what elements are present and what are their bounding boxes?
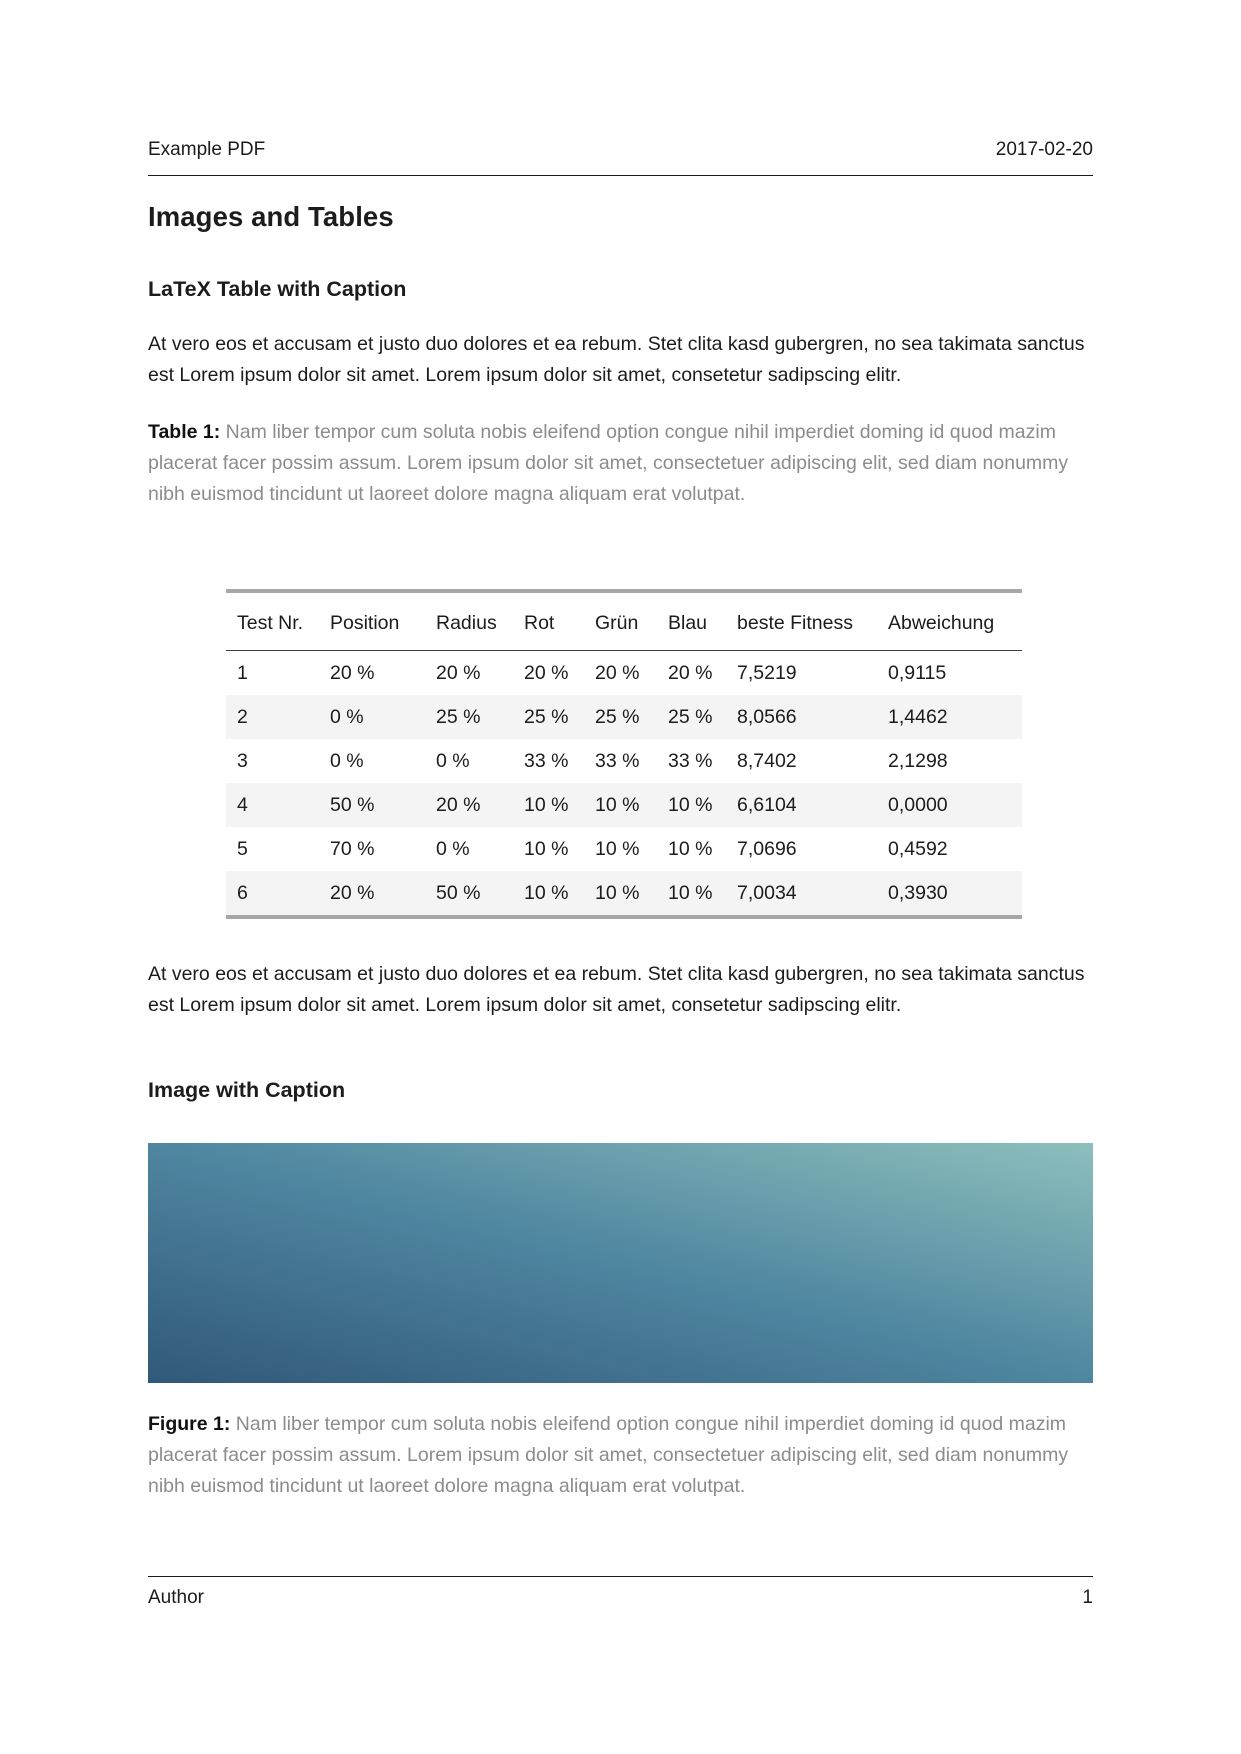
table-caption bbox=[148, 417, 1093, 510]
table-cell: 0 % bbox=[436, 750, 470, 772]
table-cell: 10 % bbox=[524, 794, 569, 816]
table-cell: 10 % bbox=[668, 838, 713, 860]
table-cell: 6,6104 bbox=[737, 794, 797, 816]
table-cell: 25 % bbox=[524, 706, 569, 728]
column-header: Radius bbox=[425, 591, 513, 651]
table-header-row bbox=[226, 591, 1022, 651]
table-row bbox=[226, 651, 1022, 696]
table-cell: 10 % bbox=[524, 882, 569, 904]
column-header: Grün bbox=[584, 591, 657, 651]
table-cell: 25 % bbox=[668, 706, 713, 728]
results-table-body bbox=[226, 651, 1022, 918]
paragraph-after-table: At vero eos et accusam et justo duo dolores et ea rebum. Stet clita kasd gubergren, no sea takimata sanctus est Lorem ipsum dolor sit amet. Lorem ipsum dolor sit amet, consetetur sadipscing elitr. bbox=[148, 963, 1085, 1016]
column-header: Position bbox=[319, 591, 425, 651]
section-heading-image: Image with Caption bbox=[148, 1078, 346, 1102]
table-cell: 10 % bbox=[668, 794, 713, 816]
running-header bbox=[148, 138, 1093, 162]
section-heading-latex-table: LaTeX Table with Caption bbox=[148, 277, 407, 301]
table-cell: 10 % bbox=[595, 794, 640, 816]
table-cell: 0,4592 bbox=[888, 838, 948, 860]
table-cell: 33 % bbox=[668, 750, 713, 772]
table-cell: 0 % bbox=[436, 838, 470, 860]
column-header: Rot bbox=[513, 591, 584, 651]
header-rule bbox=[148, 175, 1093, 176]
table-cell: 50 % bbox=[436, 882, 481, 904]
results-table bbox=[226, 589, 1022, 919]
footer-rule bbox=[148, 1576, 1093, 1577]
table-cell: 10 % bbox=[668, 882, 713, 904]
table-cell: 7,0696 bbox=[737, 838, 797, 860]
table-cell: 7,0034 bbox=[737, 882, 797, 904]
figure-caption-label: Figure 1: bbox=[148, 1413, 231, 1435]
column-header: Test Nr. bbox=[226, 591, 319, 651]
table-cell: 3 bbox=[237, 750, 248, 772]
figure-caption-text: Nam liber tempor cum soluta nobis eleifend option congue nihil imperdiet doming id quod mazim placerat facer possim assum. Lorem ipsum dolor sit amet, consectetuer adipiscing elit, sed diam nonummy nibh euismod tincidunt ut laoreet dolore magna aliquam erat volutpat. bbox=[148, 1413, 1069, 1497]
table-cell: 50 % bbox=[330, 794, 375, 816]
table-cell: 0 % bbox=[330, 706, 364, 728]
table-cell: 20 % bbox=[524, 662, 569, 684]
table-row bbox=[226, 871, 1022, 917]
results-table-header bbox=[226, 591, 1022, 651]
table-cell: 8,7402 bbox=[737, 750, 797, 772]
header-date: 2017-02-20 bbox=[995, 139, 1093, 160]
table-cell: 70 % bbox=[330, 838, 375, 860]
figure-gradient-image bbox=[148, 1143, 1093, 1383]
table-caption-label: Table 1: bbox=[148, 421, 221, 443]
table-row bbox=[226, 695, 1022, 739]
column-header: beste Fitness bbox=[726, 591, 877, 651]
table-row bbox=[226, 739, 1022, 783]
page-title: Images and Tables bbox=[148, 201, 394, 232]
table-cell: 10 % bbox=[595, 838, 640, 860]
column-header: Abweichung bbox=[877, 591, 1022, 651]
table-caption-text: Nam liber tempor cum soluta nobis eleifend option congue nihil imperdiet doming id quod mazim placerat facer possim assum. Lorem ipsum dolor sit amet, consectetuer adipiscing elit, sed diam nonummy nibh euismod tincidunt ut laoreet dolore magna aliquam erat volutpat. bbox=[148, 421, 1069, 505]
table-cell: 6 bbox=[237, 882, 248, 904]
figure-caption bbox=[148, 1409, 1093, 1502]
table-cell: 33 % bbox=[595, 750, 640, 772]
table-row bbox=[226, 827, 1022, 871]
table-cell: 2,1298 bbox=[888, 750, 948, 772]
table-cell: 5 bbox=[237, 838, 248, 860]
table-cell: 20 % bbox=[436, 662, 481, 684]
table-cell: 33 % bbox=[524, 750, 569, 772]
table-cell: 1,4462 bbox=[888, 706, 948, 728]
footer-page-number: 1 bbox=[1082, 1587, 1093, 1608]
table-cell: 0,9115 bbox=[888, 662, 947, 684]
footer-author: Author bbox=[148, 1587, 204, 1608]
table-cell: 20 % bbox=[668, 662, 713, 684]
running-footer bbox=[148, 1576, 1093, 1610]
header-document-title: Example PDF bbox=[148, 139, 266, 160]
table-cell: 20 % bbox=[436, 794, 481, 816]
table-cell: 7,5219 bbox=[737, 662, 797, 684]
table-cell: 0 % bbox=[330, 750, 364, 772]
table-cell: 20 % bbox=[595, 662, 640, 684]
table-cell: 2 bbox=[237, 706, 248, 728]
table-cell: 10 % bbox=[524, 838, 569, 860]
table-cell: 20 % bbox=[330, 882, 375, 904]
table-cell: 25 % bbox=[595, 706, 640, 728]
table-cell: 1 bbox=[237, 662, 248, 684]
table-row bbox=[226, 783, 1022, 827]
table-cell: 25 % bbox=[436, 706, 481, 728]
table-cell: 10 % bbox=[595, 882, 640, 904]
paragraph-intro: At vero eos et accusam et justo duo dolores et ea rebum. Stet clita kasd gubergren, no sea takimata sanctus est Lorem ipsum dolor sit amet. Lorem ipsum dolor sit amet, consetetur sadipscing elitr. bbox=[148, 333, 1085, 386]
column-header: Blau bbox=[657, 591, 726, 651]
table-cell: 0,0000 bbox=[888, 794, 948, 816]
table-cell: 0,3930 bbox=[888, 882, 948, 904]
table-cell: 20 % bbox=[330, 662, 375, 684]
table-cell: 8,0566 bbox=[737, 706, 797, 728]
table-cell: 4 bbox=[237, 794, 248, 816]
